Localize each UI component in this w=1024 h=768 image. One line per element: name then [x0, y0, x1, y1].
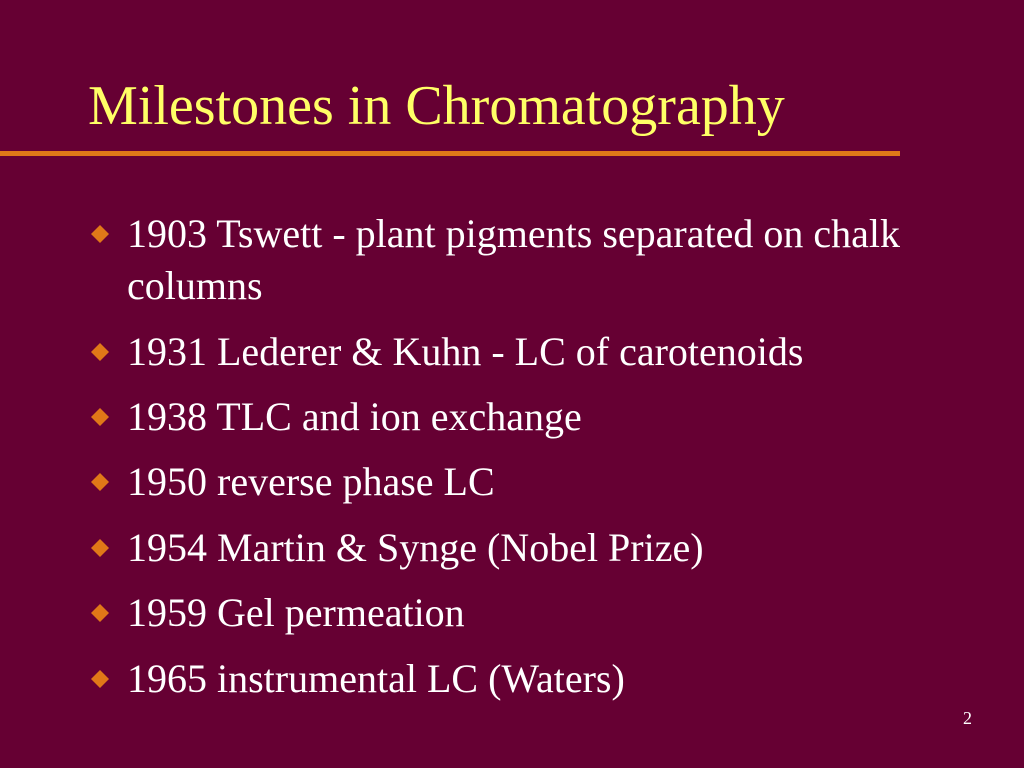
diamond-bullet-icon — [91, 225, 109, 243]
bullet-text: 1954 Martin & Synge (Nobel Prize) — [127, 525, 704, 570]
diamond-bullet-icon — [91, 539, 109, 557]
bullet-text: 1903 Tswett - plant pigments separated on chalk columns — [127, 211, 900, 308]
bullet-text: 1950 reverse phase LC — [127, 459, 495, 504]
page-number: 2 — [963, 708, 972, 728]
bullet-text: 1931 Lederer & Kuhn - LC of carotenoids — [127, 329, 804, 374]
bullet-text: 1965 instrumental LC (Waters) — [127, 656, 625, 701]
bullet-text: 1938 TLC and ion exchange — [127, 394, 582, 439]
title-underline — [0, 151, 900, 156]
slide-title: Milestones in Chromatography — [88, 75, 785, 137]
diamond-bullet-icon — [91, 408, 109, 426]
diamond-bullet-icon — [91, 343, 109, 361]
diamond-bullet-icon — [91, 670, 109, 688]
bullet-text: 1959 Gel permeation — [127, 590, 465, 635]
diamond-bullet-icon — [91, 473, 109, 491]
diamond-bullet-icon — [91, 604, 109, 622]
